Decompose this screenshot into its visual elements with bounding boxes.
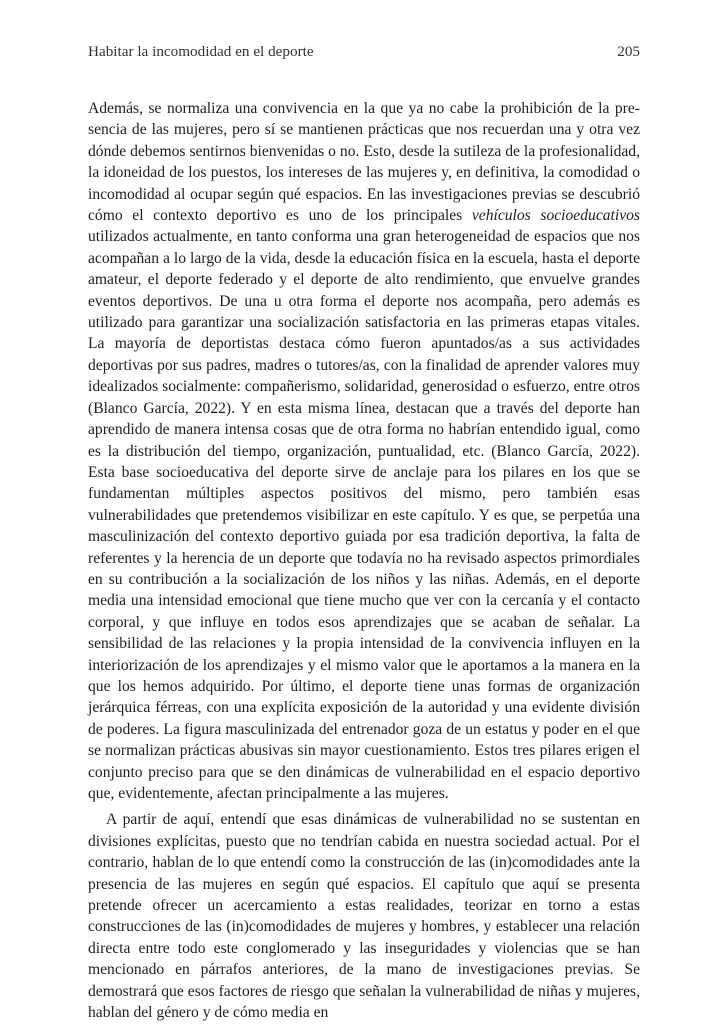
running-header <box>88 43 640 65</box>
paragraph-1 <box>88 98 640 804</box>
paragraph-2: A partir de aquí, entendí que esas dinámicas de vulnerabilidad no se sustentan en divisiones explícitas, puesto que no tendrían cabida en nuestra sociedad actual. Por el contrario, hablan de lo que entendí como la construcción de las (in)comodidades ante la presencia de las mujeres en según qué espacios. El capítulo que aquí se presenta pretende ofrecer un acercamiento a estas realidades, teorizar en torno a estas construcciones de las (in)comodidades de mujeres y hombres, y establecer una relación directa entre todo este conglomerado y las inseguridades y violencias que se han mencionado en párrafos anteriores, de la mano de investigaciones previas. Se demostrará que esos factores de riesgo que señalan la vulnerabilidad de niñas y mujeres, hablan del género y de cómo media en <box>88 811 640 1022</box>
emphasized-term: vehículos socioeducativos <box>471 207 640 225</box>
running-title: Habitar la incomodidad en el deporte <box>88 43 314 60</box>
body-text <box>88 98 640 1023</box>
paragraph-1-text-b: utilizados actualmente, en tanto conforma una gran heterogeneidad de espacios que nos acompañan a lo largo de la vida, desde la educación física en la escuela, hasta el deporte amateur, el deporte federado y el deporte de alto rendimiento, que envuelve grandes eventos deportivos. De una u otra forma el deporte nos acompaña, pero además es utilizado para garantizar una socialización satisfactoria en las primeras etapas vitales. La mayoría de deportistas destaca cómo fueron apuntados/as a sus actividades deportivas por sus padres, madres o tutores/as, con la finalidad de aprender valores muy idealizados socialmente: compañerismo, solidaridad, generosidad o esfuerzo, entre otros (Blanco García, 2022). Y en esta misma línea, destacan que a través del deporte han aprendido de manera intensa cosas que de otra forma no habrían entendido igual, como es la distribución del tiempo, organización, puntualidad, etc. (Blanco García, 2022). Esta base socioeducativa del deporte sirve de anclaje para los pilares en los que se fundamentan múltiples aspectos positivos del mismo, pero también esas vulnerabilidades que pretendemos visibilizar en este capítulo. Y es que, se perpetúa una masculinización del contexto deportivo guiada por esa tradición deportiva, la falta de referentes y la herencia de un deporte que todavía no ha revisado aspectos primordiales en su contribución a la socialización de los niños y las niñas. Además, en el deporte media una intensidad emocional que tiene mucho que ver con la cercanía y el contacto corporal, y que influye en todos esos aprendizajes que se acaban de señalar. La sensibilidad de las relaciones y la propia intensidad de la convivencia influyen en la interiorización de los aprendizajes y el mismo valor que le aportamos a la manera en la que los hemos adquirido. Por último, el deporte tiene unas formas de organización jerárquica férreas, con una explícita exposición de la autoridad y una evidente división de poderes. La figura masculinizada del entrenador goza de un estatus y poder en el que se normalizan prácticas abusivas sin mayor cuestionamiento. Estos tres pilares erigen el conjunto preciso para que se den dinámicas de vulnerabilidad en el espacio deportivo que, evidentemente, afectan principalmente a las mujeres. <box>88 228 640 802</box>
page-number: 205 <box>617 43 640 60</box>
paragraph-1-text-a: Además, se normaliza una convivencia en la que ya no cabe la prohibición de la presencia de las mujeres, pero sí se mantienen prácticas que nos recuerdan una y otra vez dónde debemos sentirnos bienvenidas o no. Esto, desde la sutileza de la profesionalidad, la idoneidad de los puestos, los intereses de las mujeres y, en definitiva, la comodidad o incomodidad al ocupar según qué espacios. En las investigaciones previas se descubrió cómo el contexto deportivo es uno de los principales <box>88 100 640 225</box>
